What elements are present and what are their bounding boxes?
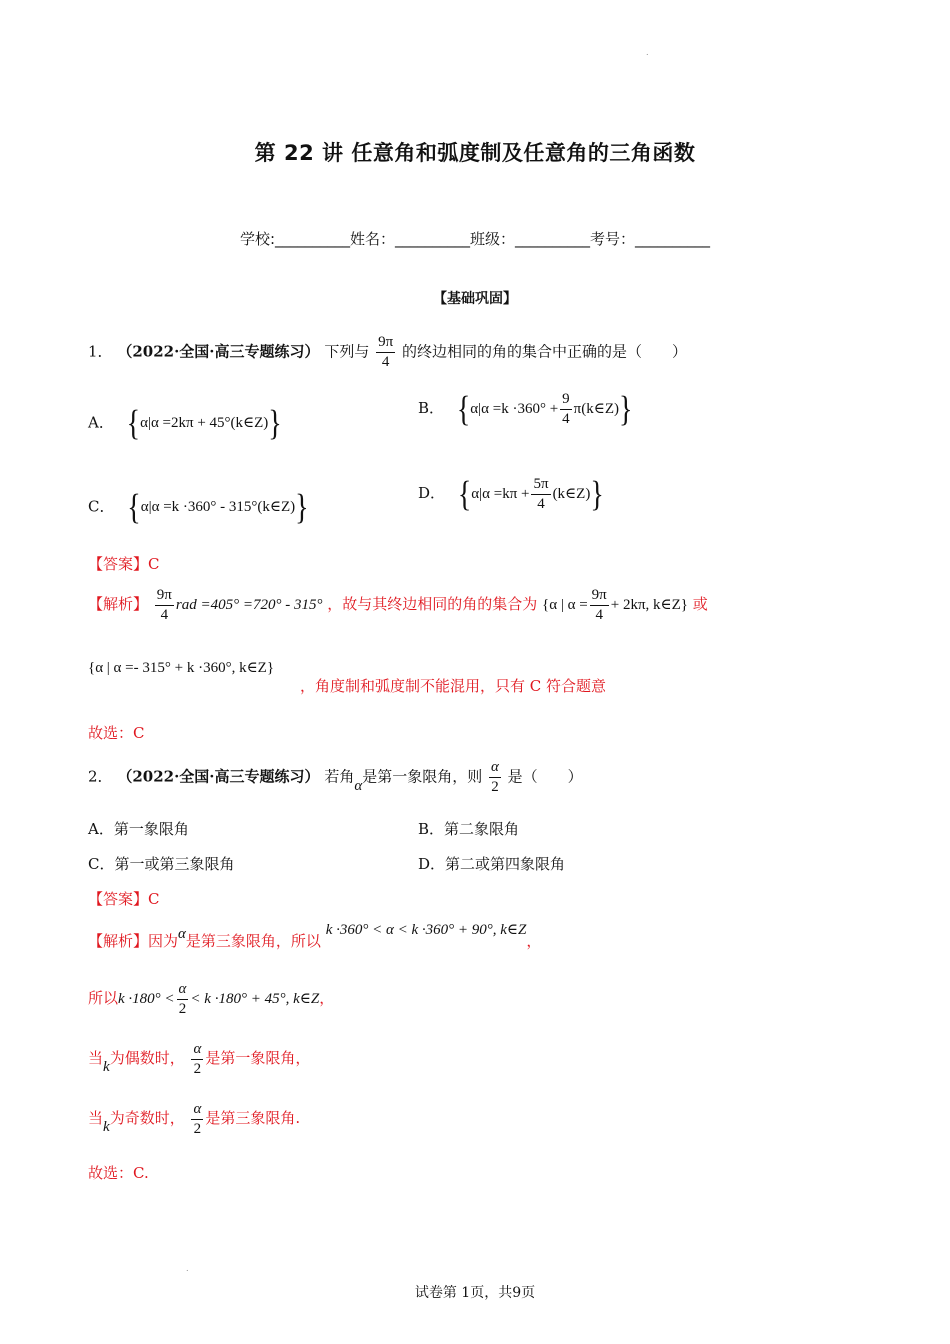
option-d: D． {α|α =kπ + $\frac{5\pi}{4}$ (k∈Z)} bbox=[418, 473, 604, 514]
analysis-1: 【解析】 $\frac{9\pi}{4}$ rad =405° =720° - 315° ，故与其终边相同的角的集合为 {α | α = $\frac{9\pi}{4}$ + 2kπ, k∈Z} 或 bbox=[88, 587, 708, 623]
question-1-stem bbox=[88, 335, 687, 370]
page-title: 第 22 讲 任意角和弧度制及任意角的三角函数 bbox=[254, 141, 696, 165]
option-a: A．第一象限角 bbox=[88, 820, 189, 838]
analysis-1-note: ，角度制和弧度制不能混用，只有 C 符合题意 bbox=[300, 677, 607, 695]
question-text: 下列与 bbox=[324, 342, 370, 361]
question-source: （2022·全国·高三专题练习） bbox=[117, 342, 320, 361]
question-text: 的终边相同的角的集合中正确的是（ ） bbox=[401, 342, 687, 361]
analysis-1-set2: {α | α =- 315° + k ·360°, k∈Z} bbox=[88, 660, 275, 676]
student-info-line: 学校:__________姓名：__________班级：__________考号：__________ bbox=[239, 230, 711, 248]
page-footer: 试卷第 1页，共9页 bbox=[414, 1285, 536, 1301]
corner-dot: . bbox=[646, 48, 649, 57]
analysis-2-line2: 所以k ·180° < $\frac{\alpha}{2}$ < k ·180° + 45°, k∈Z， bbox=[88, 981, 335, 1017]
answer-2: 【答案】C bbox=[88, 890, 160, 908]
option-a-expr: α|α =2kπ + 45°(k∈Z) bbox=[140, 415, 269, 432]
option-d: D．第二或第四象限角 bbox=[418, 855, 566, 873]
choose-1: 故选：C bbox=[88, 724, 145, 742]
answer-1: 【答案】C bbox=[88, 555, 160, 573]
analysis-2: 【解析】因为α是第三象限角，所以 k ·360° < α < k ·360° + 90°, k∈Z， bbox=[88, 922, 542, 950]
analysis-2-line4: 当k为奇数时， $\frac{\alpha}{2}$ 是第三象限角. bbox=[88, 1101, 301, 1137]
analysis-2-line3: 当k为偶数时， $\frac{\alpha}{2}$ 是第一象限角， bbox=[88, 1041, 311, 1077]
question-number: 1． bbox=[88, 342, 113, 361]
section-heading: 【基础巩固】 bbox=[433, 291, 517, 307]
option-c-expr: α|α =k ·360° - 315°(k∈Z) bbox=[140, 499, 296, 516]
option-b: B． {α|α =k ·360° + $\frac{9}{4}$ π(k∈Z)} bbox=[418, 388, 633, 429]
option-c: C． {α|α =k ·360° - 315°(k∈Z)} bbox=[88, 487, 309, 528]
option-b: B．第二象限角 bbox=[418, 820, 520, 838]
option-a: A． {α|α =2kπ + 45°(k∈Z)} bbox=[88, 403, 282, 444]
stem-fraction: $\frac{9\pi}{4}$ bbox=[378, 334, 394, 370]
choose-2: 故选：C. bbox=[88, 1164, 149, 1182]
corner-dot: . bbox=[186, 1264, 189, 1273]
option-c: C．第一或第三象限角 bbox=[88, 855, 235, 873]
question-2-stem: 2． （2022·全国·高三专题练习） 若角α是第一象限角，则 $\frac{\alpha}{2}$ 是（ ） bbox=[88, 759, 583, 795]
question-source: （2022·全国·高三专题练习） bbox=[117, 767, 320, 786]
question-number: 2． bbox=[88, 767, 113, 786]
